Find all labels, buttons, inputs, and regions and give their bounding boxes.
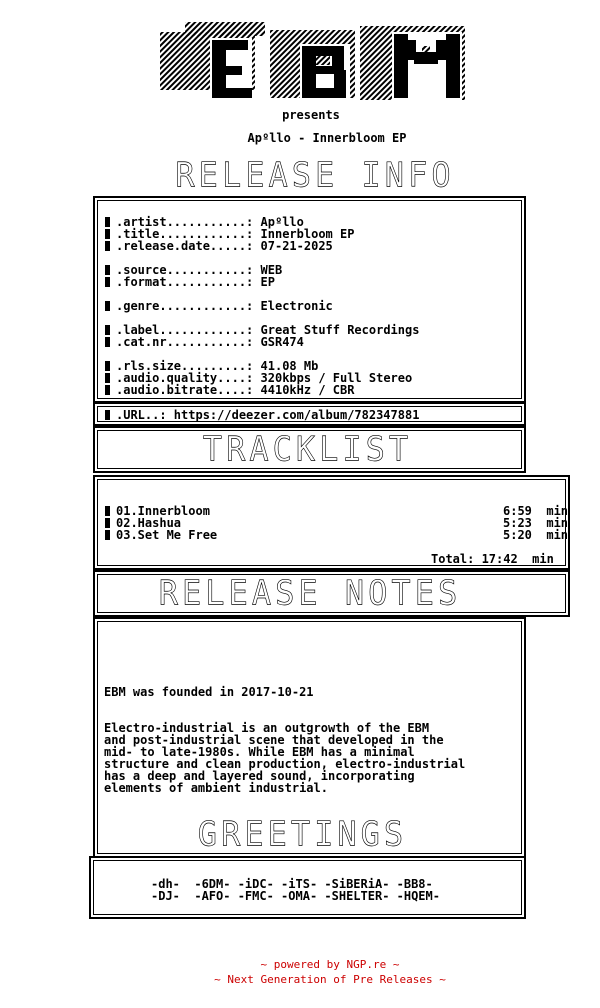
info-value: Great Stuff Recordings (260, 323, 420, 337)
info-value: 4410kHz / CBR (260, 383, 355, 397)
info-value: 41.08 Mb (260, 359, 319, 373)
info-value: Apºllo (260, 215, 304, 229)
notes-line: elements of ambient industrial. (104, 781, 328, 795)
track-name: 03.Set Me Free (116, 528, 218, 542)
info-value: 320kbps / Full Stereo (260, 371, 413, 385)
url-link[interactable]: .URL..: https://deezer.com/album/782347881 (116, 408, 420, 422)
info-row-audio-quality (105, 372, 412, 384)
bullet-icon (105, 518, 110, 528)
info-row-audio-bitrate (105, 384, 354, 396)
notes-line: Electro-industrial is an outgrowth of the EBM (104, 721, 430, 735)
url-box (93, 402, 526, 426)
release-info-box (93, 196, 526, 403)
footer-tagline: ~ Next Generation of Pre Releases ~ (214, 973, 446, 986)
info-row-label (105, 324, 419, 336)
info-key: .audio.quality....: (116, 371, 254, 385)
info-row-genre (105, 300, 333, 312)
track-name: 01.Innerbloom (116, 504, 210, 518)
bullet-icon (105, 385, 110, 395)
track-row (105, 517, 181, 529)
greets-line: -dh- -6DM- -iDC- -iTS- -SiBERiA- -BB8- (151, 877, 433, 891)
ebm-logo (160, 22, 465, 100)
info-key: .title............: (116, 227, 254, 241)
notes-line: structure and clean production, electro-industrial (104, 757, 466, 771)
bullet-icon (105, 241, 110, 251)
tracklist-box (93, 475, 570, 570)
bullet-icon (105, 265, 110, 275)
bullet-icon (105, 325, 110, 335)
url-row (105, 409, 419, 421)
info-key: .audio.bitrate....: (116, 383, 254, 397)
info-value: Innerbloom EP (260, 227, 355, 241)
info-key: .source...........: (116, 263, 254, 277)
release-notes-heading (95, 574, 525, 612)
notes-line: and post-industrial scene that developed in the (104, 733, 444, 747)
greetings-box (89, 856, 526, 919)
info-row-artist (105, 216, 304, 228)
bullet-icon (105, 410, 110, 420)
bullet-icon (105, 217, 110, 227)
bullet-icon (105, 301, 110, 311)
total-time: Total: 17:42 min (431, 552, 554, 566)
tracklist-heading (95, 430, 520, 468)
presents-text: presents (282, 108, 340, 122)
info-key: .artist...........: (116, 215, 254, 229)
greetings-heading (95, 815, 510, 853)
bullet-icon (105, 337, 110, 347)
info-row-format (105, 276, 275, 288)
founded-text: EBM was founded in 2017-10-21 (104, 685, 314, 699)
info-key: .format...........: (116, 275, 254, 289)
info-value: WEB (260, 263, 283, 277)
track-time: 6:59 min (503, 504, 569, 518)
footer-powered-by: ~ powered by NGP.re ~ (260, 958, 400, 971)
notes-line: has a deep and layered sound, incorporating (104, 769, 415, 783)
greetings-heading-text: GREETINGS (197, 814, 408, 854)
info-row-cat-nr (105, 336, 304, 348)
info-row-title (105, 228, 354, 240)
ebm-logo-art (160, 22, 465, 100)
release-title: Apºllo - Innerbloom EP (247, 131, 407, 145)
track-time: 5:20 min (503, 528, 569, 542)
info-key: .cat.nr...........: (116, 335, 254, 349)
release-info-heading-text: RELEASE INFO (175, 155, 455, 195)
info-key: .release.date.....: (116, 239, 254, 253)
info-row-rls-size (105, 360, 318, 372)
info-row-release-date (105, 240, 333, 252)
bullet-icon (105, 530, 110, 540)
info-key: .rls.size.........: (116, 359, 254, 373)
bullet-icon (105, 361, 110, 371)
info-key: .label............: (116, 323, 254, 337)
info-value: EP (260, 275, 275, 289)
bullet-icon (105, 506, 110, 516)
bullet-icon (105, 229, 110, 239)
info-value: Electronic (260, 299, 333, 313)
tracklist-heading-text: TRACKLIST (202, 429, 413, 469)
bullet-icon (105, 277, 110, 287)
release-notes-box (93, 617, 526, 858)
info-value: GSR474 (260, 335, 304, 349)
release-notes-heading-box (93, 570, 570, 617)
release-info-heading (0, 156, 600, 194)
info-row-source (105, 264, 282, 276)
track-row (105, 505, 210, 517)
info-value: 07-21-2025 (260, 239, 333, 253)
tracklist-heading-box (93, 426, 526, 473)
bullet-icon (105, 373, 110, 383)
info-key: .genre............: (116, 299, 254, 313)
notes-line: mid- to late-1980s. While EBM has a minimal (104, 745, 415, 759)
track-row (105, 529, 217, 541)
track-name: 02.Hashua (116, 516, 182, 530)
release-notes-heading-text: RELEASE NOTES (158, 573, 462, 613)
greets-line: -DJ- -AFO- -FMC- -OMA- -SHELTER- -HQEM- (151, 889, 440, 903)
track-time: 5:23 min (503, 516, 569, 530)
